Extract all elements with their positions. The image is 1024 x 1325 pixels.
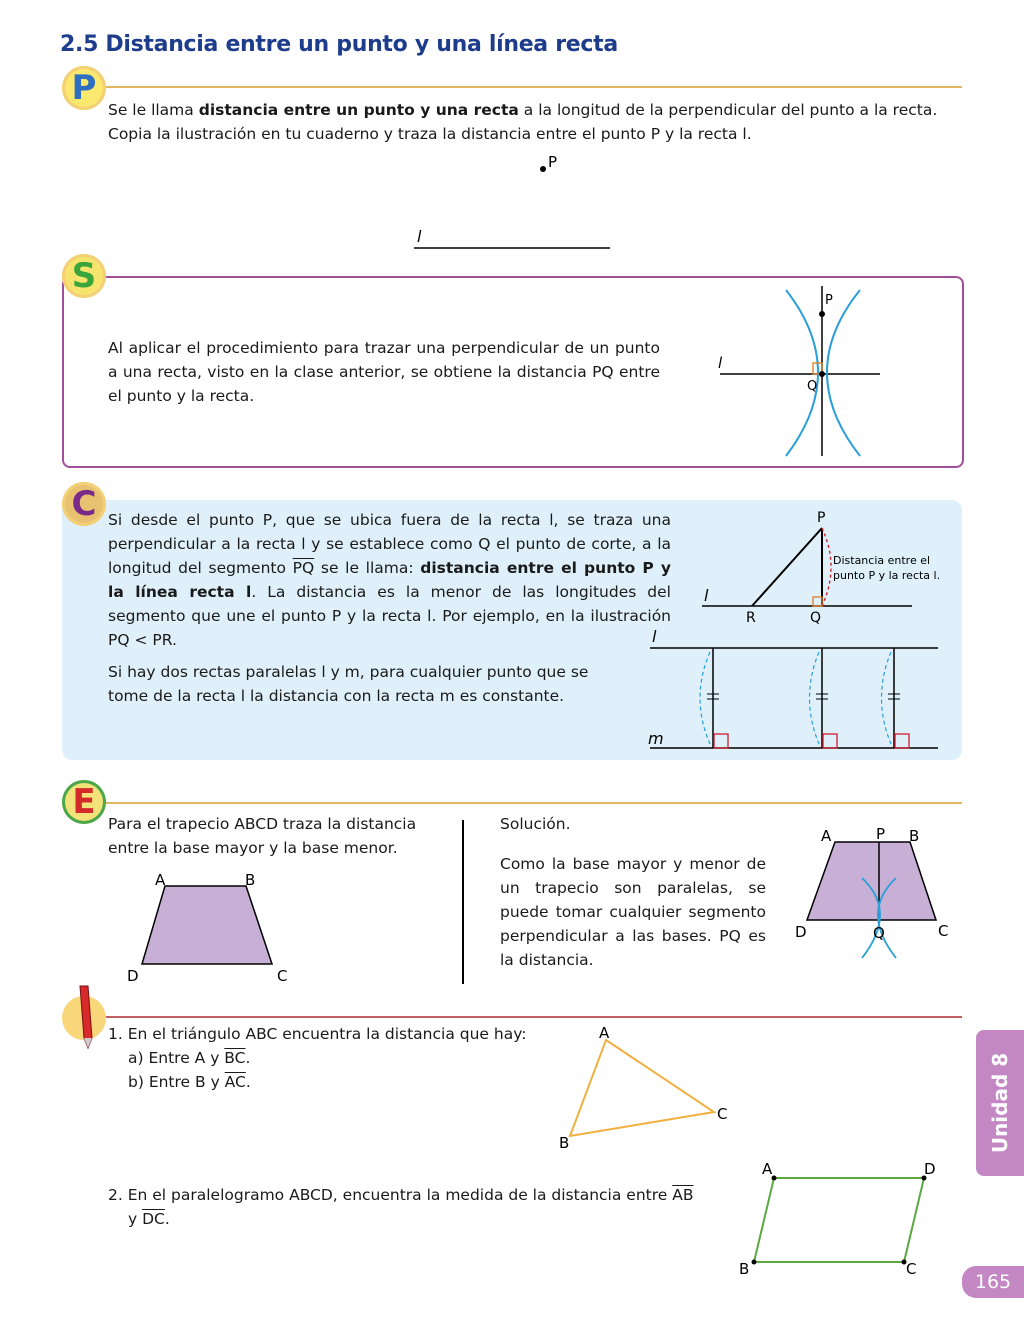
q-label: Q [810, 610, 822, 626]
problem-line-1-pre: Se le llama [108, 101, 199, 119]
distance-figure [690, 508, 960, 626]
exercise-1a-text: a) Entre A y [128, 1049, 225, 1067]
exercise-2 [108, 1183, 728, 1231]
unit-tab-label: Unidad 8 [988, 1052, 1012, 1154]
c-label: C [938, 922, 949, 940]
b-label: B [559, 1134, 570, 1152]
conclusion-para-2: Si hay dos rectas paralelas l y m, para cualquier punto que se tome de la recta l la distancia con la recta m es constante. [108, 663, 589, 705]
point-q [819, 371, 825, 377]
triangle-shape [570, 1040, 714, 1136]
right-angle-mark [813, 597, 822, 606]
exercise-divider [106, 1016, 962, 1018]
line-l-label: l [417, 227, 422, 246]
conclusion-para-1 [108, 508, 671, 652]
exercise-2-mid: y [128, 1210, 143, 1228]
segment-ab: $\overline{AB}$ [672, 1186, 694, 1204]
a-label: A [762, 1160, 773, 1178]
example-separator [462, 820, 464, 984]
page-number: 165 [962, 1266, 1024, 1298]
exercise-badge [62, 996, 106, 1040]
solution-heading: Solución. [500, 815, 571, 833]
point-p-label: P [548, 153, 558, 171]
exercise-1b: b) Entre B y $\overline{AC}$. [128, 1073, 251, 1091]
parallelogram-shape [754, 1178, 924, 1262]
l-label: l [704, 586, 709, 605]
trapezoid-abcd [142, 886, 272, 964]
problem-badge-letter: P [71, 68, 97, 108]
conclusion-para-1-a: Si desde el punto P, que se ubica fuera de la recta l, se traza una perpendicular a la recta l y se establece como Q el punto de corte, a la longitud del segmento [108, 511, 671, 577]
conclusion-badge [62, 482, 106, 526]
problem-line-2: Copia la ilustración en tu cuaderno y traza la distancia entre el punto P y la recta l. [108, 125, 752, 143]
problem-line-1-post: a la longitud de la perpendicular del punto a la recta. [518, 101, 938, 119]
b-label: B [909, 827, 920, 845]
unit-tab [976, 1030, 1024, 1176]
problem-text [108, 98, 958, 146]
example-prompt: Para el trapecio ABCD traza la distancia entre la base mayor y la base menor. [108, 815, 417, 857]
segment-dc: $\overline{DC}$ [142, 1210, 165, 1228]
distance-note-2: punto P y la recta l. [833, 569, 941, 582]
problem-definition-term: distancia entre un punto y una recta [198, 101, 519, 119]
solution-figure [700, 282, 900, 462]
c-label: C [906, 1260, 917, 1278]
conclusion-para-1-b: se le llama: [314, 559, 421, 577]
p-label: P [825, 293, 833, 308]
l-label: l [718, 354, 723, 372]
example-trapezoid [120, 866, 300, 988]
pencil-icon [66, 982, 110, 1052]
l-label: l [652, 627, 657, 646]
c-label: C [277, 967, 288, 985]
triangle-abc [550, 1020, 740, 1152]
point-p [540, 166, 546, 172]
perpendicular-1 [700, 648, 728, 748]
a-label: A [155, 871, 166, 889]
exercise-2-text: 2. En el paralelogramo ABCD, encuentra la medida de la distancia entre [108, 1186, 673, 1204]
segment-bc: $\overline{BC}$ [224, 1049, 246, 1067]
conclusion-definition: distancia entre el punto P y la línea recta l [108, 559, 672, 601]
solution-badge-letter: S [71, 256, 97, 296]
trapezoid-abcd [807, 842, 936, 920]
m-label: m [648, 729, 664, 748]
exercise-2-line-1 [108, 1183, 728, 1207]
b-label: B [245, 871, 256, 889]
parallelogram-abcd [730, 1156, 950, 1280]
page-title: 2.5 Distancia entre un punto y una línea recta [60, 32, 618, 57]
perpendicular-3 [882, 648, 910, 748]
p-label: P [876, 825, 886, 843]
exercise-1b-text: b) Entre B y [128, 1073, 225, 1091]
conclusion-para-1-c: . La distancia es la menor de las longitudes del segmento que une el punto P y la recta l. Por ejemplo, en la ilustración PQ < PR. [108, 583, 671, 649]
c-label: C [717, 1105, 728, 1123]
distance-brace [822, 528, 831, 606]
example-divider [106, 802, 962, 804]
exercise-1a: a) Entre A y $\overline{BC}$. [128, 1049, 251, 1067]
solution-trapezoid [790, 820, 960, 970]
segment-ac: $\overline{AC}$ [224, 1073, 246, 1091]
arc-right [827, 290, 860, 456]
example-badge [62, 780, 106, 824]
segment-pq: $\overline{PQ}$ [292, 559, 315, 577]
d-label: D [924, 1160, 936, 1178]
distance-note-1: Distancia entre el [833, 554, 931, 567]
problem-figure [400, 150, 630, 260]
perpendicular-2 [810, 648, 838, 748]
solution-text: Al aplicar el procedimiento para trazar una perpendicular de un punto a una recta, visto en la clase anterior, se obtiene la distancia PQ entre el punto y la recta. [108, 339, 660, 405]
exercise-1 [108, 1022, 526, 1094]
example-badge-letter: E [72, 782, 96, 822]
segment-pr [752, 528, 822, 606]
p-label: P [817, 510, 826, 526]
q-label: Q [873, 924, 885, 942]
r-label: R [746, 610, 756, 626]
parallel-lines-figure [640, 626, 940, 756]
b-label: B [739, 1260, 750, 1278]
a-label: A [821, 827, 832, 845]
problem-line-1 [108, 98, 958, 122]
d-label: D [795, 923, 807, 941]
problem-badge [62, 66, 106, 110]
point-p [819, 311, 825, 317]
solution-badge [62, 254, 106, 298]
problem-divider [106, 86, 962, 88]
example-solution-text: Como la base mayor y menor de un trapecio son paralelas, se puede tomar cualquier segmento perpendicular a las bases. PQ es la distancia. [500, 855, 766, 969]
a-label: A [599, 1024, 610, 1042]
exercise-2-line-2: y $\overline{DC}$. [128, 1210, 170, 1228]
q-label: Q [807, 379, 818, 394]
conclusion-badge-letter: C [71, 484, 97, 524]
exercise-1-text: 1. En el triángulo ABC encuentra la distancia que hay: [108, 1025, 527, 1043]
d-label: D [127, 967, 139, 985]
